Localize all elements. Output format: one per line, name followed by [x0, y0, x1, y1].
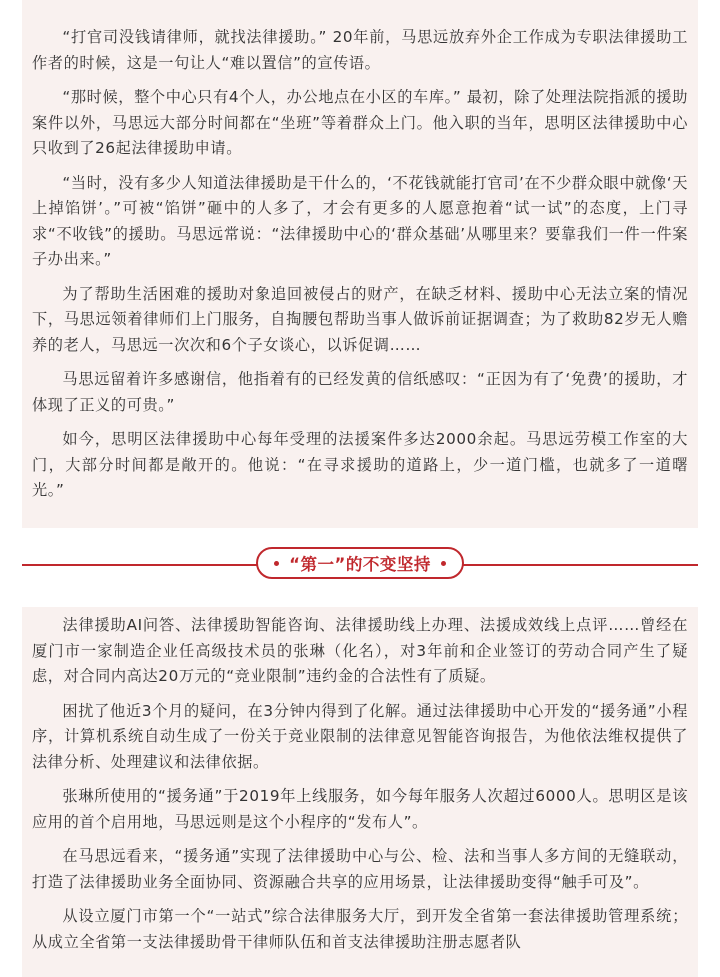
article-paragraph: 法律援助AI问答、法律援助智能咨询、法律援助线上办理、法援成效线上点评……曾经在厦门市一家制造企业任高级技术员的张琳（化名），对3年前和企业签订的劳动合同产生了疑虑，对合同内高达20万元的“竞业限制”违约金的合法性有了质疑。	[32, 616, 688, 685]
article-paragraph: 在马思远看来，“援务通”实现了法律援助中心与公、检、法和当事人多方间的无缝联动，打造了法律援助业务全面协同、资源融合共享的应用场景，让法律援助变得“触手可及”。	[32, 847, 688, 891]
article-intro-card	[22, 0, 698, 528]
bullet-dot-icon	[274, 561, 279, 566]
article-paragraph: “当时，没有多少人知道法律援助是干什么的，‘不花钱就能打官司’在不少群众眼中就像‘天上掉馅饼’。”可被“馅饼”砸中的人多了，才会有更多的人愿意抱着“试一试”的态度，上门寻求“不收钱”的援助。马思远常说：“法律援助中心的‘群众基础’从哪里来？要靠我们一件一件案子办出来。”	[32, 173, 688, 268]
article-paragraph: “那时候，整个中心只有4个人，办公地点在小区的车库。” 最初，除了处理法院指派的援助案件以外，马思远大部分时间都在“坐班”等着群众上门。他入职的当年，思明区法律援助中心只收到了26起法律援助申请。	[32, 88, 688, 157]
bullet-dot-icon	[441, 561, 446, 566]
article-paragraph: 如今，思明区法律援助中心每年受理的法援案件多达2000余起。马思远劳模工作室的大门，大部分时间都是敞开的。他说：“在寻求援助的道路上，少一道门槛，也就多了一道曙光。”	[32, 430, 688, 499]
article-paragraph: 为了帮助生活困难的援助对象追回被侵占的财产，在缺乏材料、援助中心无法立案的情况下，马思远领着律师们上门服务，自掏腰包帮助当事人做诉前证据调查；为了救助82岁无人赡养的老人，马思远一次次和6个子女谈心，以诉促调……	[32, 284, 688, 354]
article-paragraph: 从设立厦门市第一个“一站式”综合法律服务大厅，到开发全省第一套法律援助管理系统；从成立全省第一支法律援助骨干律师队伍和首支法律援助注册志愿者队	[32, 907, 688, 951]
article-paragraph: 困扰了他近3个月的疑问，在3分钟内得到了化解。通过法律援助中心开发的“援务通”小程序，计算机系统自动生成了一份关于竞业限制的法律意见智能咨询报告，为他依法维权提供了法律分析、处理建议和法律依据。	[32, 701, 688, 771]
section-heading-text: “第一”的不变坚持	[289, 555, 431, 574]
article-section-card	[22, 607, 698, 977]
section-heading	[256, 547, 464, 579]
article-paragraph: 张琳所使用的“援务通”于2019年上线服务，如今每年服务人次超过6000人。思明区是该应用的首个启用地，马思远则是这个小程序的“发布人”。	[32, 787, 688, 831]
article-paragraph: 马思远留着许多感谢信，他指着有的已经发黄的信纸感叹：“正因为有了‘免费’的援助，才体现了正义的可贵。”	[32, 370, 688, 414]
article-paragraph: “打官司没钱请律师，就找法律援助。” 20年前，马思远放弃外企工作成为专职法律援助工作者的时候，这是一句让人“难以置信”的宣传语。	[32, 28, 688, 72]
